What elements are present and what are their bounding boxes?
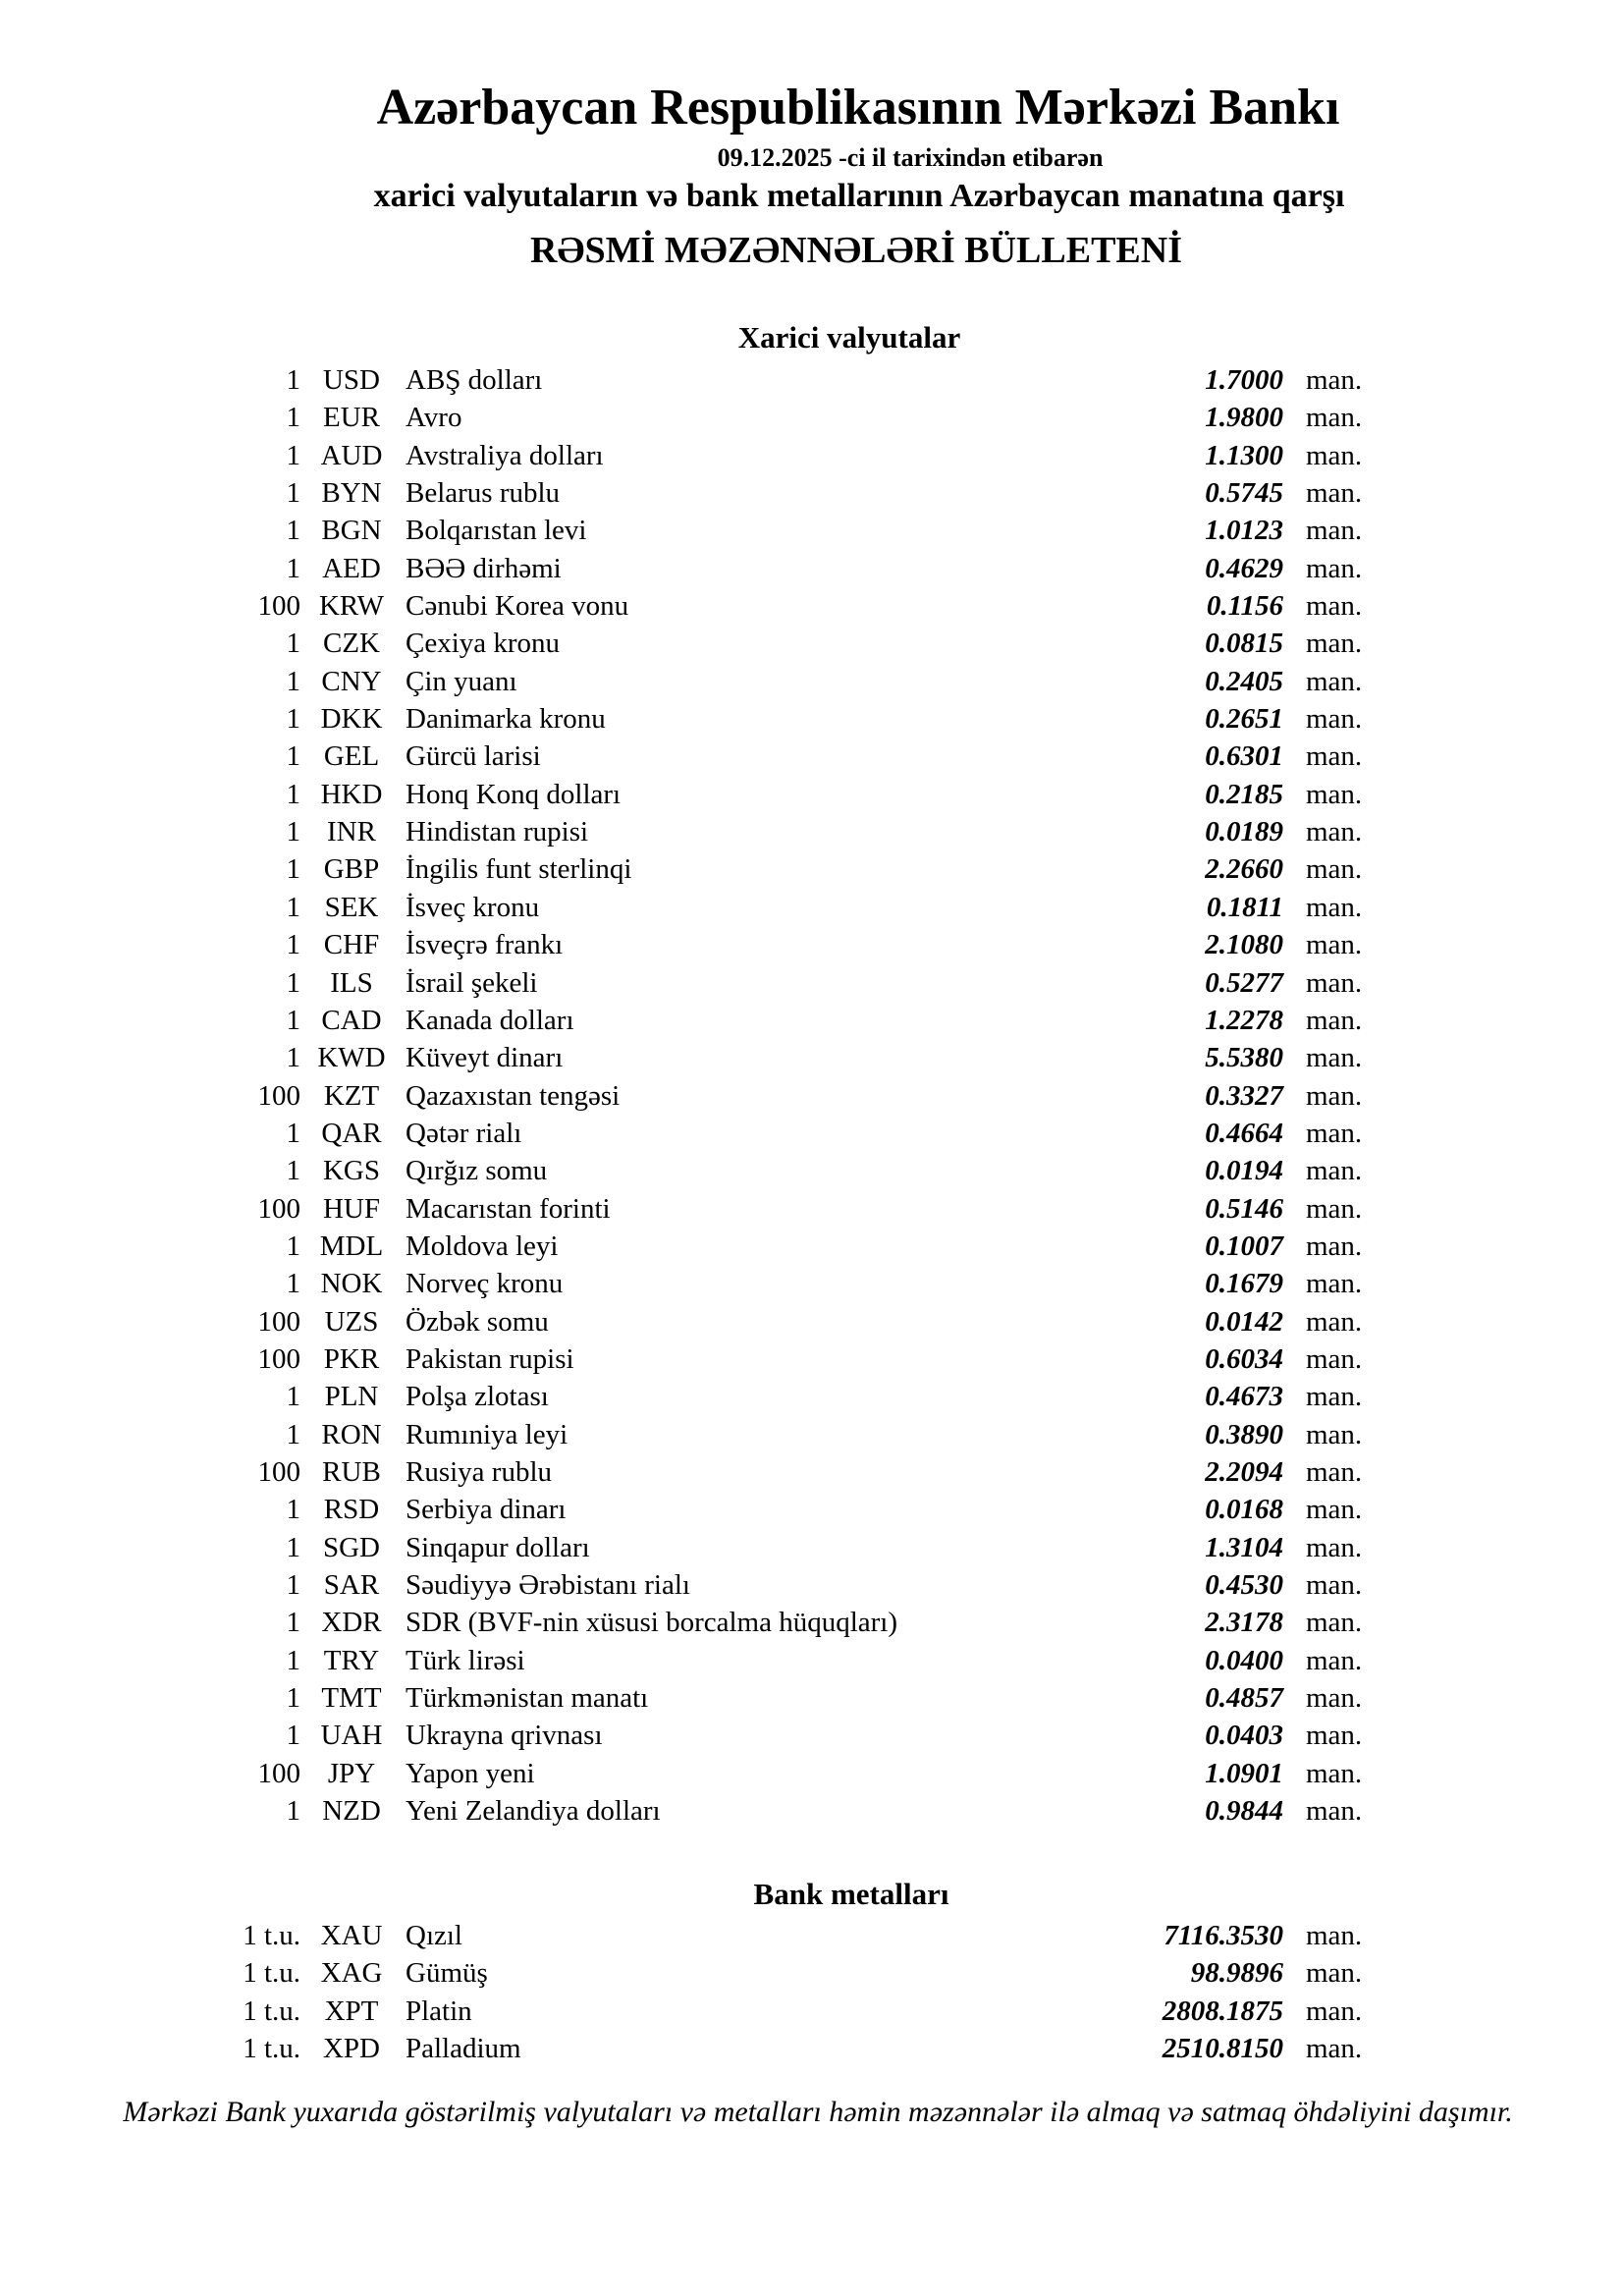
quantity-cell: 1 bbox=[286, 628, 300, 660]
currency-name-cell: İngilis funt sterlinqi bbox=[406, 853, 632, 886]
quantity-cell: 100 bbox=[257, 1342, 300, 1375]
currency-code-cell: JPY bbox=[327, 1757, 376, 1789]
quantity-cell: 1 bbox=[286, 1494, 300, 1526]
obligation-note: Mərkəzi Bank yuxarıda göstərilmiş valyutaları və metalları həmin məzənnələr ilə almaq və satmaq öhdəliyini daşımır. bbox=[123, 2096, 1513, 2128]
currency-code-cell: TRY bbox=[323, 1644, 380, 1676]
metal-rate-row bbox=[0, 1954, 1434, 1992]
unit-cell: man. bbox=[1306, 1079, 1363, 1112]
rate-value-cell: 1.9800 bbox=[1205, 402, 1283, 434]
metal-rate-row bbox=[0, 1993, 1434, 2030]
currency-code-cell: KRW bbox=[318, 590, 385, 623]
rate-value-cell: 0.6301 bbox=[1205, 740, 1283, 773]
currency-code-cell: KZT bbox=[323, 1079, 380, 1112]
currency-name-cell: Çexiya kronu bbox=[406, 628, 561, 660]
unit-cell: man. bbox=[1306, 1418, 1363, 1450]
currency-code-cell: NZD bbox=[322, 1795, 381, 1828]
quantity-cell: 1 bbox=[286, 515, 300, 547]
rate-value-cell: 1.0123 bbox=[1205, 515, 1283, 547]
currency-code-cell: RON bbox=[321, 1418, 382, 1450]
currency-name-cell: Hindistan rupisi bbox=[406, 816, 589, 848]
currency-code-cell: CNY bbox=[321, 665, 382, 697]
metal-code-cell: XPD bbox=[322, 2033, 380, 2065]
currency-code-cell: CHF bbox=[323, 929, 380, 961]
rate-value-cell: 2.1080 bbox=[1205, 929, 1283, 961]
quantity-cell: 1 bbox=[286, 477, 300, 510]
unit-cell: man. bbox=[1306, 1531, 1363, 1563]
currency-code-cell: SGD bbox=[322, 1531, 380, 1563]
currency-code-cell: RUB bbox=[322, 1455, 381, 1488]
rate-value-cell: 0.4629 bbox=[1205, 552, 1283, 584]
currency-rate-row bbox=[0, 361, 1434, 399]
effective-date-line: 09.12.2025 -ci il tarixindən etibarən bbox=[717, 143, 1104, 172]
metals-rate-table bbox=[0, 1917, 1434, 2067]
currency-rate-row bbox=[0, 437, 1434, 474]
currency-rate-row bbox=[0, 474, 1434, 512]
currency-rate-row bbox=[0, 1340, 1434, 1378]
quantity-cell: 100 bbox=[257, 590, 300, 623]
metal-name-cell: Gümüş bbox=[406, 1957, 488, 1990]
quantity-cell: 100 bbox=[257, 1757, 300, 1789]
unit-cell: man. bbox=[1306, 1644, 1363, 1676]
bank-name-title: Azərbaycan Respublikasının Mərkəzi Bankı bbox=[376, 80, 1340, 136]
currency-rate-row bbox=[0, 1002, 1434, 1039]
metals-section-title: Bank metalları bbox=[753, 1877, 949, 1911]
currency-name-cell: Avstraliya dolları bbox=[406, 439, 604, 471]
currency-code-cell: AUD bbox=[320, 439, 383, 471]
rate-value-cell: 7116.3530 bbox=[1164, 1920, 1283, 1951]
metal-name-cell: Palladium bbox=[406, 2033, 521, 2065]
currency-code-cell: AED bbox=[322, 552, 381, 584]
currency-name-cell: SDR (BVF-nin xüsusi borcalma hüquqları) bbox=[406, 1607, 898, 1639]
rate-value-cell: 2808.1875 bbox=[1162, 1995, 1283, 2027]
rate-value-cell: 0.0142 bbox=[1205, 1305, 1283, 1338]
currency-name-cell: Cənubi Korea vonu bbox=[406, 590, 629, 623]
rate-value-cell: 0.2651 bbox=[1205, 703, 1283, 736]
quantity-cell: 1 t.u. bbox=[243, 1995, 300, 2027]
unit-cell: man. bbox=[1306, 1192, 1363, 1225]
quantity-cell: 100 bbox=[257, 1455, 300, 1488]
quantity-cell: 1 bbox=[286, 552, 300, 584]
unit-cell: man. bbox=[1306, 740, 1363, 773]
quantity-cell: 1 bbox=[286, 1607, 300, 1639]
currency-rate-row bbox=[0, 850, 1434, 888]
unit-cell: man. bbox=[1306, 1795, 1363, 1828]
unit-cell: man. bbox=[1306, 816, 1363, 848]
currency-rate-row bbox=[0, 964, 1434, 1002]
unit-cell: man. bbox=[1306, 966, 1363, 999]
currency-code-cell: ILS bbox=[330, 966, 373, 999]
rate-value-cell: 0.3890 bbox=[1205, 1418, 1283, 1450]
currency-name-cell: Yeni Zelandiya dolları bbox=[406, 1795, 661, 1828]
rate-value-cell: 98.9896 bbox=[1190, 1957, 1283, 1990]
currency-name-cell: Küveyt dinarı bbox=[406, 1042, 564, 1074]
unit-cell: man. bbox=[1306, 703, 1363, 736]
currency-rate-row bbox=[0, 512, 1434, 549]
metal-code-cell: XPT bbox=[324, 1995, 379, 2027]
rate-value-cell: 0.1679 bbox=[1205, 1268, 1283, 1300]
metal-code-cell: XAU bbox=[320, 1920, 383, 1951]
currency-name-cell: Ukrayna qrivnası bbox=[406, 1720, 603, 1752]
currency-rate-row bbox=[0, 399, 1434, 436]
quantity-cell: 1 bbox=[286, 1004, 300, 1036]
currency-rate-row bbox=[0, 926, 1434, 963]
quantity-cell: 1 bbox=[286, 740, 300, 773]
currency-code-cell: KWD bbox=[317, 1042, 386, 1074]
unit-cell: man. bbox=[1306, 1607, 1363, 1639]
currency-rate-row bbox=[0, 813, 1434, 850]
currency-rate-row bbox=[0, 700, 1434, 738]
currency-name-cell: Türkmənistan manatı bbox=[406, 1682, 649, 1715]
rate-value-cell: 0.0168 bbox=[1205, 1494, 1283, 1526]
rate-value-cell: 0.1811 bbox=[1206, 891, 1283, 923]
currency-rate-row bbox=[0, 625, 1434, 662]
quantity-cell: 1 bbox=[286, 1042, 300, 1074]
unit-cell: man. bbox=[1306, 1920, 1363, 1951]
currency-name-cell: Danimarka kronu bbox=[406, 703, 606, 736]
quantity-cell: 1 bbox=[286, 1569, 300, 1601]
quantity-cell: 1 bbox=[286, 816, 300, 848]
quantity-cell: 1 t.u. bbox=[243, 2033, 300, 2065]
unit-cell: man. bbox=[1306, 1230, 1363, 1262]
currency-code-cell: GEL bbox=[323, 740, 380, 773]
currency-rate-row bbox=[0, 1303, 1434, 1340]
currency-code-cell: NOK bbox=[320, 1268, 383, 1300]
currency-name-cell: Çin yuanı bbox=[406, 665, 517, 697]
currency-name-cell: Rumıniya leyi bbox=[406, 1418, 568, 1450]
currency-name-cell: Gürcü larisi bbox=[406, 740, 541, 773]
metal-name-cell: Platin bbox=[406, 1995, 472, 2027]
unit-cell: man. bbox=[1306, 364, 1363, 396]
currency-name-cell: Polşa zlotası bbox=[406, 1381, 549, 1413]
currency-name-cell: İsveçrə frankı bbox=[406, 929, 564, 961]
unit-cell: man. bbox=[1306, 477, 1363, 510]
currency-code-cell: HKD bbox=[320, 778, 383, 810]
currency-name-cell: Sinqapur dolları bbox=[406, 1531, 590, 1563]
currency-rate-table bbox=[0, 361, 1434, 1830]
rate-value-cell: 0.6034 bbox=[1205, 1342, 1283, 1375]
unit-cell: man. bbox=[1306, 929, 1363, 961]
currency-code-cell: TMT bbox=[321, 1682, 382, 1715]
quantity-cell: 1 bbox=[286, 778, 300, 810]
currency-code-cell: PKR bbox=[323, 1342, 380, 1375]
currency-name-cell: Moldova leyi bbox=[406, 1230, 559, 1262]
unit-cell: man. bbox=[1306, 1117, 1363, 1149]
currency-name-cell: ABŞ dolları bbox=[406, 364, 543, 396]
quantity-cell: 100 bbox=[257, 1305, 300, 1338]
quantity-cell: 1 bbox=[286, 891, 300, 923]
metal-name-cell: Qızıl bbox=[406, 1920, 462, 1951]
rate-value-cell: 0.4857 bbox=[1205, 1682, 1283, 1715]
currency-rate-row bbox=[0, 1491, 1434, 1528]
rate-value-cell: 0.2405 bbox=[1205, 665, 1283, 697]
unit-cell: man. bbox=[1306, 1004, 1363, 1036]
currency-name-cell: Türk lirəsi bbox=[406, 1644, 525, 1676]
currency-code-cell: UAH bbox=[320, 1720, 383, 1752]
bulletin-subtitle: xarici valyutaların və bank metallarının Azərbaycan manatına qarşı bbox=[373, 178, 1345, 214]
currency-code-cell: PLN bbox=[324, 1381, 379, 1413]
unit-cell: man. bbox=[1306, 552, 1363, 584]
unit-cell: man. bbox=[1306, 1569, 1363, 1601]
currency-name-cell: Honq Konq dolları bbox=[406, 778, 622, 810]
unit-cell: man. bbox=[1306, 2033, 1363, 2065]
rate-value-cell: 0.4664 bbox=[1205, 1117, 1283, 1149]
currency-name-cell: Yapon yeni bbox=[406, 1757, 535, 1789]
unit-cell: man. bbox=[1306, 1995, 1363, 2027]
rate-value-cell: 0.9844 bbox=[1205, 1795, 1283, 1828]
quantity-cell: 1 bbox=[286, 1117, 300, 1149]
currency-name-cell: Qətər rialı bbox=[406, 1117, 522, 1149]
rate-value-cell: 1.7000 bbox=[1205, 364, 1283, 396]
currency-rate-row bbox=[0, 1039, 1434, 1076]
metal-rate-row bbox=[0, 1917, 1434, 1954]
quantity-cell: 1 bbox=[286, 402, 300, 434]
currency-rate-row bbox=[0, 1152, 1434, 1189]
currency-code-cell: RSD bbox=[323, 1494, 380, 1526]
currency-name-cell: İsrail şekeli bbox=[406, 966, 538, 999]
unit-cell: man. bbox=[1306, 402, 1363, 434]
unit-cell: man. bbox=[1306, 1957, 1363, 1990]
unit-cell: man. bbox=[1306, 1155, 1363, 1187]
rate-value-cell: 0.0400 bbox=[1205, 1644, 1283, 1676]
rate-value-cell: 0.0194 bbox=[1205, 1155, 1283, 1187]
quantity-cell: 1 bbox=[286, 665, 300, 697]
quantity-cell: 1 bbox=[286, 1720, 300, 1752]
rate-value-cell: 1.1300 bbox=[1205, 439, 1283, 471]
quantity-cell: 100 bbox=[257, 1079, 300, 1112]
unit-cell: man. bbox=[1306, 439, 1363, 471]
rate-value-cell: 0.0815 bbox=[1205, 628, 1283, 660]
rate-value-cell: 0.4673 bbox=[1205, 1381, 1283, 1413]
quantity-cell: 1 bbox=[286, 1682, 300, 1715]
rate-value-cell: 0.3327 bbox=[1205, 1079, 1283, 1112]
currency-rate-row bbox=[0, 1077, 1434, 1115]
currency-name-cell: Avro bbox=[406, 402, 462, 434]
unit-cell: man. bbox=[1306, 891, 1363, 923]
quantity-cell: 1 bbox=[286, 1418, 300, 1450]
unit-cell: man. bbox=[1306, 1305, 1363, 1338]
quantity-cell: 1 bbox=[286, 1644, 300, 1676]
currency-code-cell: EUR bbox=[323, 402, 380, 434]
unit-cell: man. bbox=[1306, 590, 1363, 623]
rate-value-cell: 2.2660 bbox=[1205, 853, 1283, 886]
rate-value-cell: 1.0901 bbox=[1205, 1757, 1283, 1789]
currency-rate-row bbox=[0, 1566, 1434, 1604]
metal-rate-row bbox=[0, 2030, 1434, 2067]
currency-rate-row bbox=[0, 1190, 1434, 1228]
currency-name-cell: Norveç kronu bbox=[406, 1268, 564, 1300]
currency-rate-row bbox=[0, 1453, 1434, 1491]
currency-rate-row bbox=[0, 550, 1434, 587]
currency-name-cell: Kanada dolları bbox=[406, 1004, 574, 1036]
quantity-cell: 1 t.u. bbox=[243, 1957, 300, 1990]
rate-value-cell: 1.2278 bbox=[1205, 1004, 1283, 1036]
currency-code-cell: QAR bbox=[321, 1117, 382, 1149]
quantity-cell: 100 bbox=[257, 1192, 300, 1225]
currency-code-cell: XDR bbox=[321, 1607, 382, 1639]
unit-cell: man. bbox=[1306, 515, 1363, 547]
currency-name-cell: Macarıstan forinti bbox=[406, 1192, 611, 1225]
currency-rate-row bbox=[0, 1755, 1434, 1792]
quantity-cell: 1 bbox=[286, 439, 300, 471]
rate-value-cell: 2.3178 bbox=[1205, 1607, 1283, 1639]
currency-code-cell: BGN bbox=[321, 515, 382, 547]
currency-rate-row bbox=[0, 663, 1434, 700]
currency-code-cell: DKK bbox=[320, 703, 383, 736]
currency-rate-row bbox=[0, 587, 1434, 625]
rate-value-cell: 0.0189 bbox=[1205, 816, 1283, 848]
quantity-cell: 1 bbox=[286, 1268, 300, 1300]
currency-code-cell: HUF bbox=[322, 1192, 380, 1225]
unit-cell: man. bbox=[1306, 1268, 1363, 1300]
currency-rate-row bbox=[0, 1378, 1434, 1415]
rate-value-cell: 0.5146 bbox=[1205, 1192, 1283, 1225]
currency-code-cell: SEK bbox=[324, 891, 379, 923]
currency-name-cell: Serbiya dinarı bbox=[406, 1494, 567, 1526]
quantity-cell: 1 bbox=[286, 1230, 300, 1262]
currency-code-cell: BYN bbox=[321, 477, 382, 510]
rate-value-cell: 2.2094 bbox=[1205, 1455, 1283, 1488]
currency-name-cell: Pakistan rupisi bbox=[406, 1342, 574, 1375]
unit-cell: man. bbox=[1306, 665, 1363, 697]
metal-code-cell: XAG bbox=[320, 1957, 383, 1990]
currency-name-cell: Rusiya rublu bbox=[406, 1455, 553, 1488]
quantity-cell: 1 bbox=[286, 1381, 300, 1413]
unit-cell: man. bbox=[1306, 1342, 1363, 1375]
currency-rate-row bbox=[0, 1115, 1434, 1152]
unit-cell: man. bbox=[1306, 778, 1363, 810]
rate-value-cell: 0.4530 bbox=[1205, 1569, 1283, 1601]
quantity-cell: 1 bbox=[286, 1795, 300, 1828]
currency-code-cell: INR bbox=[327, 816, 376, 848]
currency-rate-row bbox=[0, 1604, 1434, 1641]
rate-value-cell: 0.0403 bbox=[1205, 1720, 1283, 1752]
currency-code-cell: UZS bbox=[324, 1305, 379, 1338]
currency-code-cell: CAD bbox=[321, 1004, 382, 1036]
quantity-cell: 1 bbox=[286, 853, 300, 886]
rate-value-cell: 0.1156 bbox=[1206, 590, 1283, 623]
currency-name-cell: İsveç kronu bbox=[406, 891, 540, 923]
unit-cell: man. bbox=[1306, 1682, 1363, 1715]
currency-rate-row bbox=[0, 1228, 1434, 1265]
unit-cell: man. bbox=[1306, 1455, 1363, 1488]
currency-name-cell: Belarus rublu bbox=[406, 477, 561, 510]
rate-value-cell: 5.5380 bbox=[1205, 1042, 1283, 1074]
rate-value-cell: 0.5277 bbox=[1205, 966, 1283, 999]
quantity-cell: 1 bbox=[286, 364, 300, 396]
rate-value-cell: 2510.8150 bbox=[1162, 2033, 1283, 2065]
quantity-cell: 1 bbox=[286, 1531, 300, 1563]
unit-cell: man. bbox=[1306, 1042, 1363, 1074]
currency-name-cell: Bolqarıstan levi bbox=[406, 515, 587, 547]
currency-rate-row bbox=[0, 1642, 1434, 1679]
currency-rate-row bbox=[0, 1717, 1434, 1754]
currency-name-cell: Qırğız somu bbox=[406, 1155, 548, 1187]
currency-rate-row bbox=[0, 1679, 1434, 1717]
rate-value-cell: 0.2185 bbox=[1205, 778, 1283, 810]
quantity-cell: 1 t.u. bbox=[243, 1920, 300, 1951]
currency-code-cell: CZK bbox=[323, 628, 380, 660]
quantity-cell: 1 bbox=[286, 703, 300, 736]
unit-cell: man. bbox=[1306, 853, 1363, 886]
currency-name-cell: Özbək somu bbox=[406, 1305, 549, 1338]
currency-rate-row bbox=[0, 1416, 1434, 1453]
unit-cell: man. bbox=[1306, 1757, 1363, 1789]
currency-code-cell: GBP bbox=[323, 853, 380, 886]
quantity-cell: 1 bbox=[286, 929, 300, 961]
currency-name-cell: BƏƏ dirhəmi bbox=[406, 552, 562, 584]
currency-rate-row bbox=[0, 776, 1434, 813]
unit-cell: man. bbox=[1306, 1720, 1363, 1752]
bulletin-title: RƏSMİ MƏZƏNNƏLƏRİ BÜLLETENİ bbox=[529, 230, 1183, 271]
quantity-cell: 1 bbox=[286, 1155, 300, 1187]
currency-code-cell: SAR bbox=[323, 1569, 380, 1601]
unit-cell: man. bbox=[1306, 1381, 1363, 1413]
rate-value-cell: 0.1007 bbox=[1205, 1230, 1283, 1262]
currency-rate-row bbox=[0, 889, 1434, 926]
rate-value-cell: 0.5745 bbox=[1205, 477, 1283, 510]
currency-name-cell: Səudiyyə Ərəbistanı rialı bbox=[406, 1569, 690, 1601]
currency-name-cell: Qazaxıstan tengəsi bbox=[406, 1079, 621, 1112]
currency-rate-row bbox=[0, 1265, 1434, 1302]
currency-rate-row bbox=[0, 738, 1434, 775]
currency-code-cell: KGS bbox=[322, 1155, 380, 1187]
currencies-section-title: Xarici valyutalar bbox=[737, 320, 961, 355]
unit-cell: man. bbox=[1306, 628, 1363, 660]
currency-code-cell: MDL bbox=[319, 1230, 384, 1262]
currency-rate-row bbox=[0, 1792, 1434, 1830]
currency-code-cell: USD bbox=[322, 364, 380, 396]
rate-value-cell: 1.3104 bbox=[1205, 1531, 1283, 1563]
currency-rate-row bbox=[0, 1529, 1434, 1566]
quantity-cell: 1 bbox=[286, 966, 300, 999]
unit-cell: man. bbox=[1306, 1494, 1363, 1526]
